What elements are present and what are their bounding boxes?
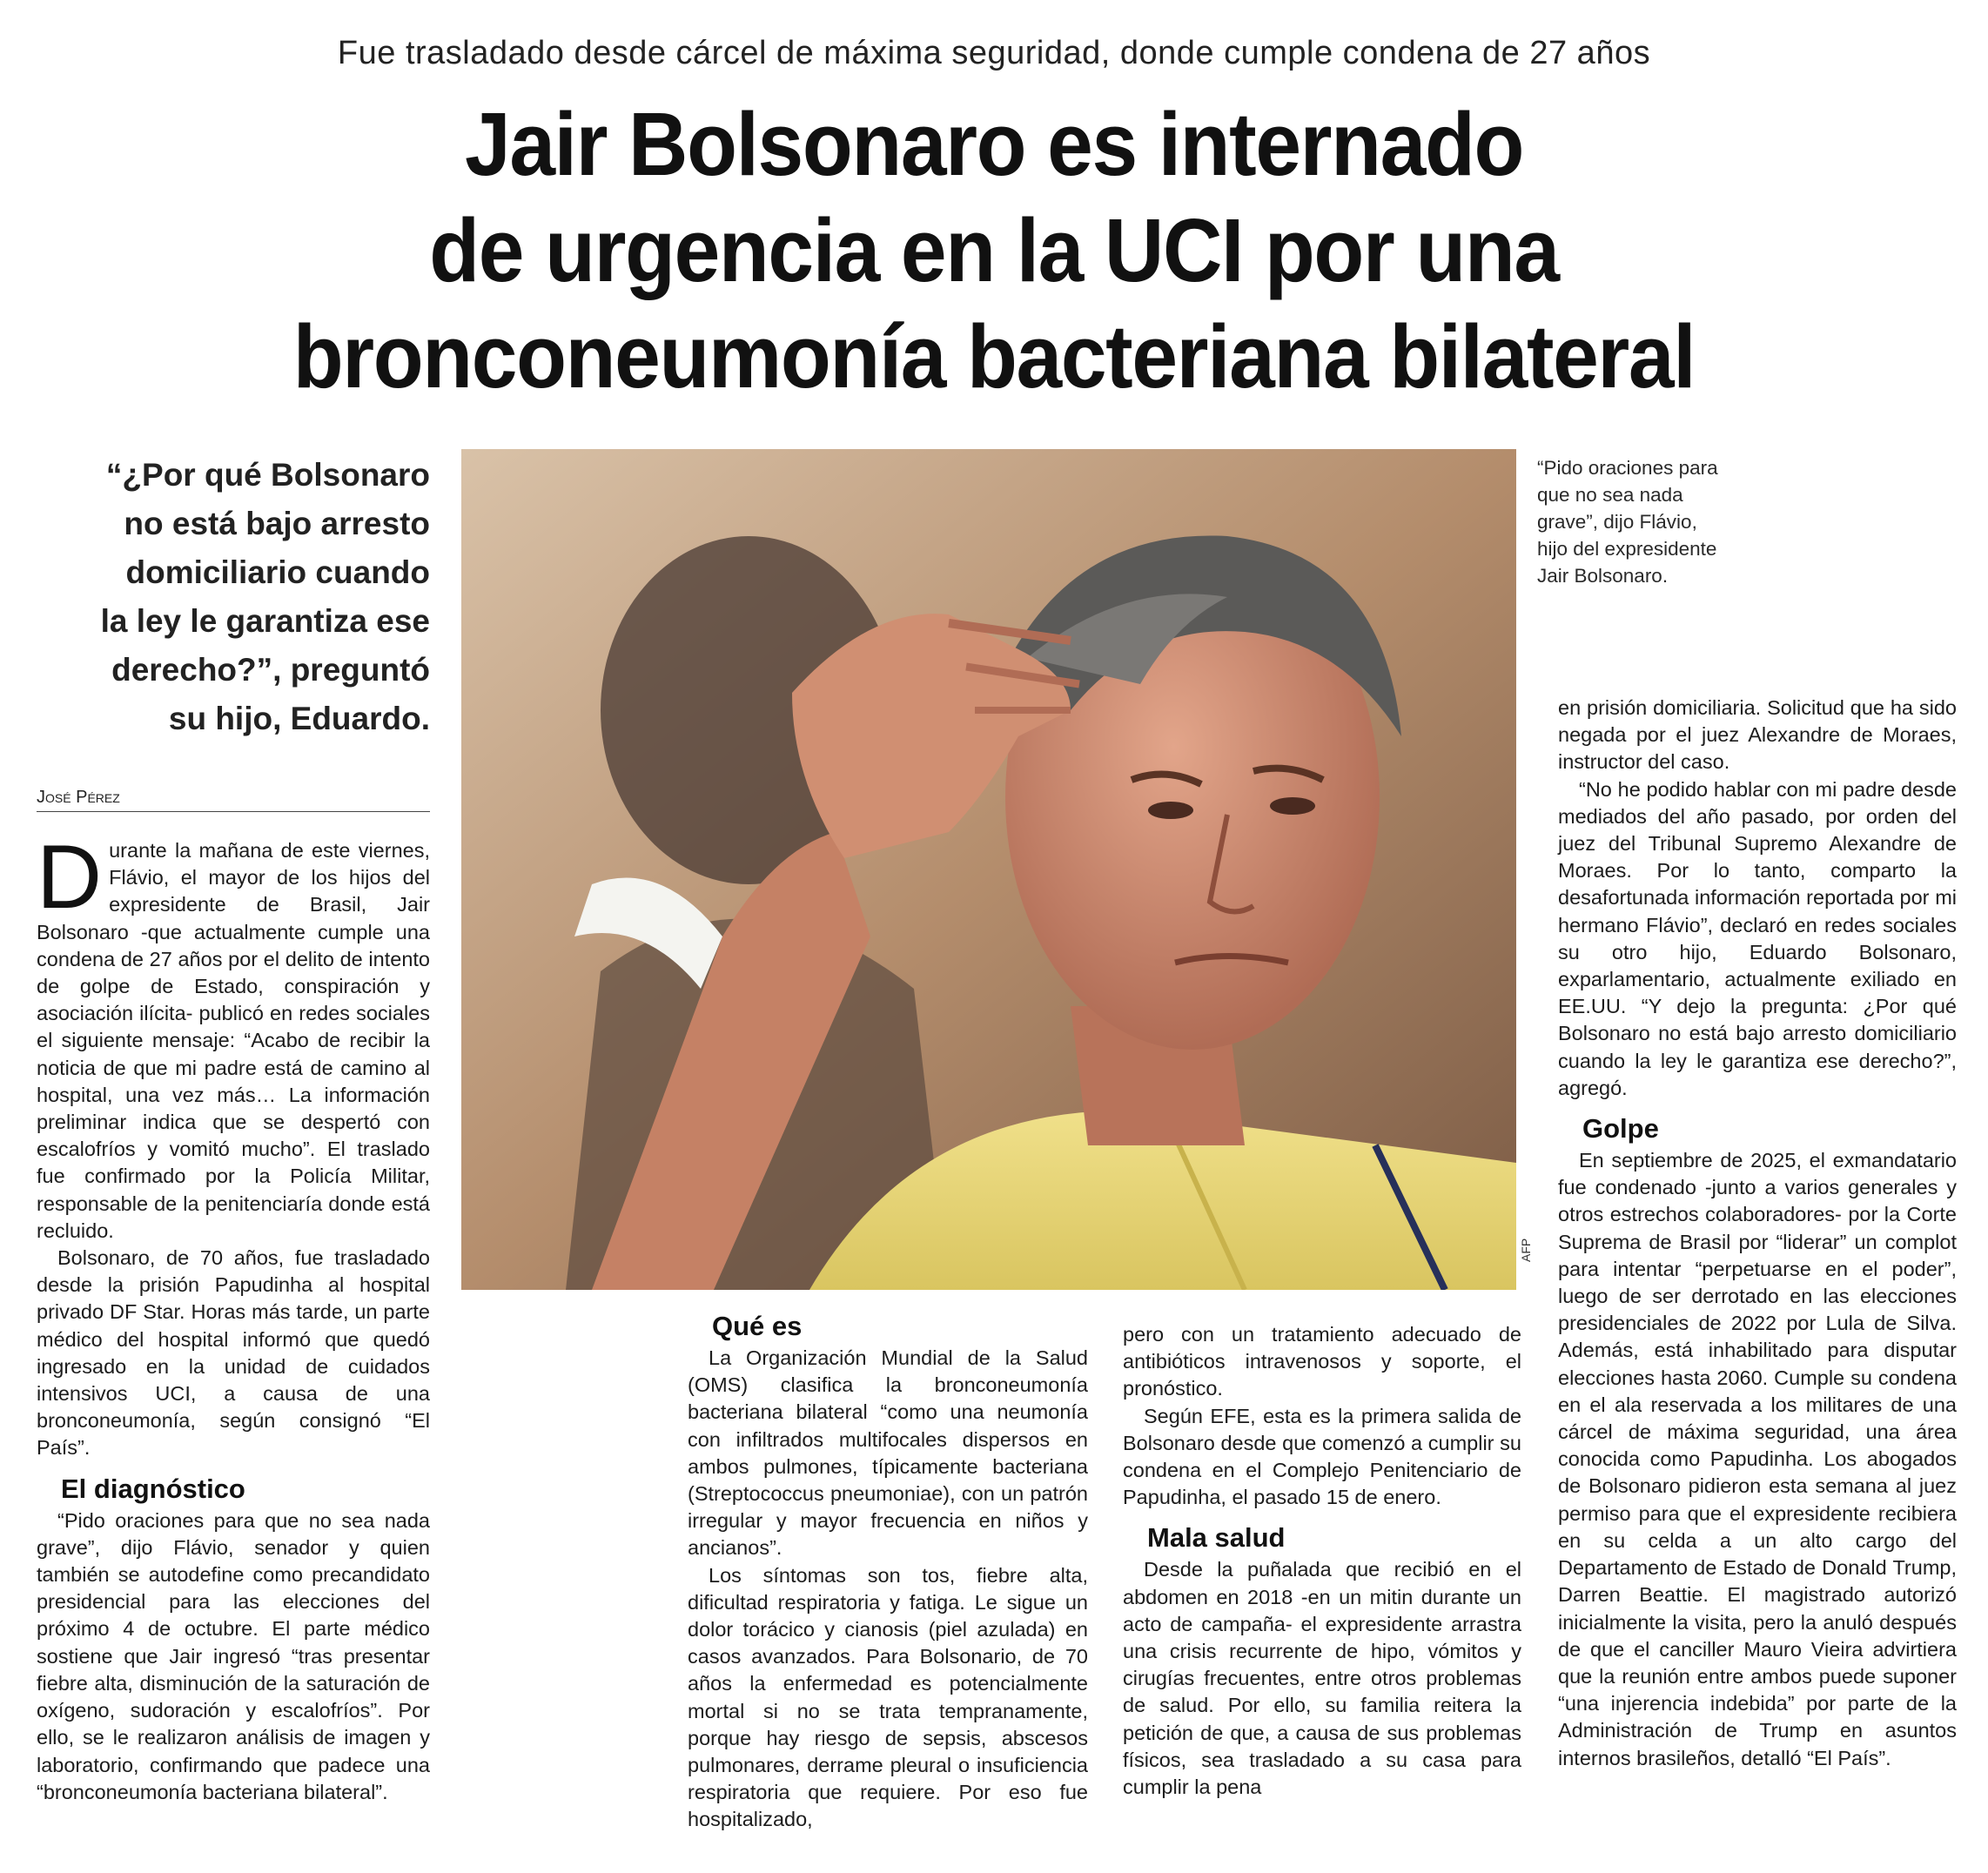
article-paragraph: “Pido oraciones para que no sea nada grave”, dijo Flávio, senador y quien también se autodefine como precandidato presidencial para las elecciones del próximo 4 de octubre. El parte médico sostiene que Jair ingresó “tras presentar fiebre alta, disminución de la saturación de oxígeno, sudoración y escalofríos”. Por ello, se le realizaron análisis de imagen y laboratorio, confirmando que padece una “bronconeumonía bacteriana bilateral”.: [37, 1508, 430, 1803]
section-heading-mala-salud: Mala salud: [1147, 1522, 1286, 1554]
headline: [128, 91, 1861, 410]
article-paragraph: Según EFE, esta es la primera salida de Bolsonaro desde que comenzó a cumplir su condena en el Complejo Penitenciario de Papudinha, el pasado 15 de enero.: [1123, 1404, 1521, 1509]
headline-line-3: bronconeumonía bacteriana bilateral: [292, 306, 1696, 406]
pull-quote-line-2: no está bajo arresto: [124, 506, 430, 541]
kicker: Fue trasladado desde cárcel de máxima seguridad, donde cumple condena de 27 años: [337, 35, 1651, 71]
photo-caption: “Pido oraciones para que no sea nada grave”, dijo Flávio, hijo del expresidente Jair Bolsonaro.: [1537, 457, 1718, 587]
article-paragraph: pero con un tratamiento adecuado de antibióticos intravenosos y soporte, el pronóstico.: [1123, 1323, 1521, 1400]
photo-credit: AFP: [1519, 1238, 1533, 1262]
article-column-3: [1123, 1321, 1521, 1801]
article-column-2: [688, 1310, 1088, 1834]
drop-cap: D: [37, 827, 103, 928]
pull-quote-line-5: derecho?”, preguntó: [111, 652, 430, 688]
article-column-1: [37, 827, 430, 1806]
portrait-image: [461, 449, 1516, 1290]
pull-quote-line-4: la ley le garantiza ese: [100, 603, 430, 639]
pull-quote-line-1: “¿Por qué Bolsonaro: [105, 457, 430, 493]
headline-line-2: de urgencia en la UCI por una: [429, 200, 1559, 300]
article-paragraph: La Organización Mundial de la Salud (OMS) clasifica la bronconeumonía bacteriana bilateral “como una neumonía con infiltrados multifocales dispersos en ambos pulmones, típicamente bacteriana (Streptococcus pneumoniae), con un patrón irregular y mayor frecuencia en niños y ancianos”.: [688, 1346, 1088, 1560]
pull-quote: [56, 451, 430, 743]
news-photo: [461, 449, 1516, 1290]
article-paragraph: Desde la puñalada que recibió en el abdomen en 2018 -en un mitin durante un acto de campaña- el expresidente arrastra una crisis recurrente de hipo, vómitos y cirugías frecuentes, entre otros problemas de salud. Por ello, su familia reitera la petición de que, a causa de sus problemas físicos, sea trasladado a su casa para cumplir la pena: [1123, 1558, 1521, 1799]
article-paragraph: En septiembre de 2025, el exmandatario fue condenado -junto a varios generales y otros estrechos colaboradores- por la Corte Suprema de Brasil por “liderar” un complot para intentar “perpetuarse en el poder”, luego de ser derrotado en las elecciones presidenciales de 2022 por Lula de Silva. Además, está inhabilitado para disputar elecciones hasta 2060. Cumple su condena en el ala reservada a los militares de una cárcel de máxima seguridad, una área conocida como Papudinha. Los abogados de Bolsonaro pidieron esta semana al juez permiso para que el expresidente recibiera en su celda a un alto cargo del Departamento de Estado de Donald Trump, Darren Beattie. El magistrado autorizó inicialmente la visita, pero la anuló después de que el canciller Mauro Vieira advirtiera que la reunión entre ambos puede suponer “una injerencia indebida” por parte de la Administración de Trump en asuntos internos brasileños, detalló “El País”.: [1558, 1149, 1957, 1769]
article-column-4: [1558, 695, 1957, 1772]
section-heading-que-es: Qué es: [712, 1311, 803, 1341]
article-paragraph: Bolsonaro, de 70 años, fue trasladado desde la prisión Papudinha al hospital privado DF Star. Horas más tarde, un parte médico del hospital informó que quedó ingresado en la unidad de cuidados intensivos UCI, a causa de una bronconeumonía, según consignó “El País”.: [37, 1246, 430, 1460]
section-heading-diagnostico: El diagnóstico: [61, 1473, 245, 1504]
section-heading-golpe: Golpe: [1582, 1113, 1659, 1145]
article-paragraph: Durante la mañana de este viernes, Flávio, el mayor de los hijos del expresidente de Brasil, Jair Bolsonaro -que actualmente cumple una condena de 27 años por el delito de intento de golpe de Estado, conspiración y asociación ilícita- publicó en redes sociales el siguiente mensaje: “Acabo de recibir la noticia de que mi padre está de camino al hospital, una vez más… La información preliminar indica que se despertó con escalofríos y vomitó mucho”. El traslado fue confirmado por la Policía Militar, responsable de la penitenciaría donde está recluido.: [37, 827, 430, 1242]
article-paragraph: Los síntomas son tos, fiebre alta, dificultad respiratoria y fatiga. Le sigue un dolor torácico y cianosis (piel azulada) en casos avanzados. Para Bolsonario, de 70 años la enfermedad es potencialmente mortal si no se trata tempranamente, porque hay riesgo de sepsis, abscesos pulmonares, derrame pleural o insuficiencia respiratoria que requiere. Por eso fue hospitalizado,: [688, 1563, 1088, 1831]
pull-quote-line-6: su hijo, Eduardo.: [168, 701, 430, 736]
byline: José Pérez: [37, 788, 430, 812]
article-paragraph: en prisión domiciliaria. Solicitud que ha sido negada por el juez Alexandre de Moraes, instructor del caso.: [1558, 696, 1957, 774]
pull-quote-line-3: domiciliario cuando: [125, 554, 430, 590]
headline-line-1: Jair Bolsonaro es internado: [464, 94, 1524, 194]
article-paragraph: “No he podido hablar con mi padre desde mediados del año pasado, por orden del juez del Tribunal Supremo Alexandre de Moraes. Por lo tanto, comparto la desafortunada información reportada por mi hermano Flávio”, declaró en redes sociales su otro hijo, Eduardo Bolsonaro, exparlamentario, actualmente exiliado en EE.UU. “Y dejo la pregunta: ¿Por qué Bolsonaro no está bajo arresto domiciliario cuando la ley le garantiza ese derecho?”, agregó.: [1558, 777, 1957, 1099]
